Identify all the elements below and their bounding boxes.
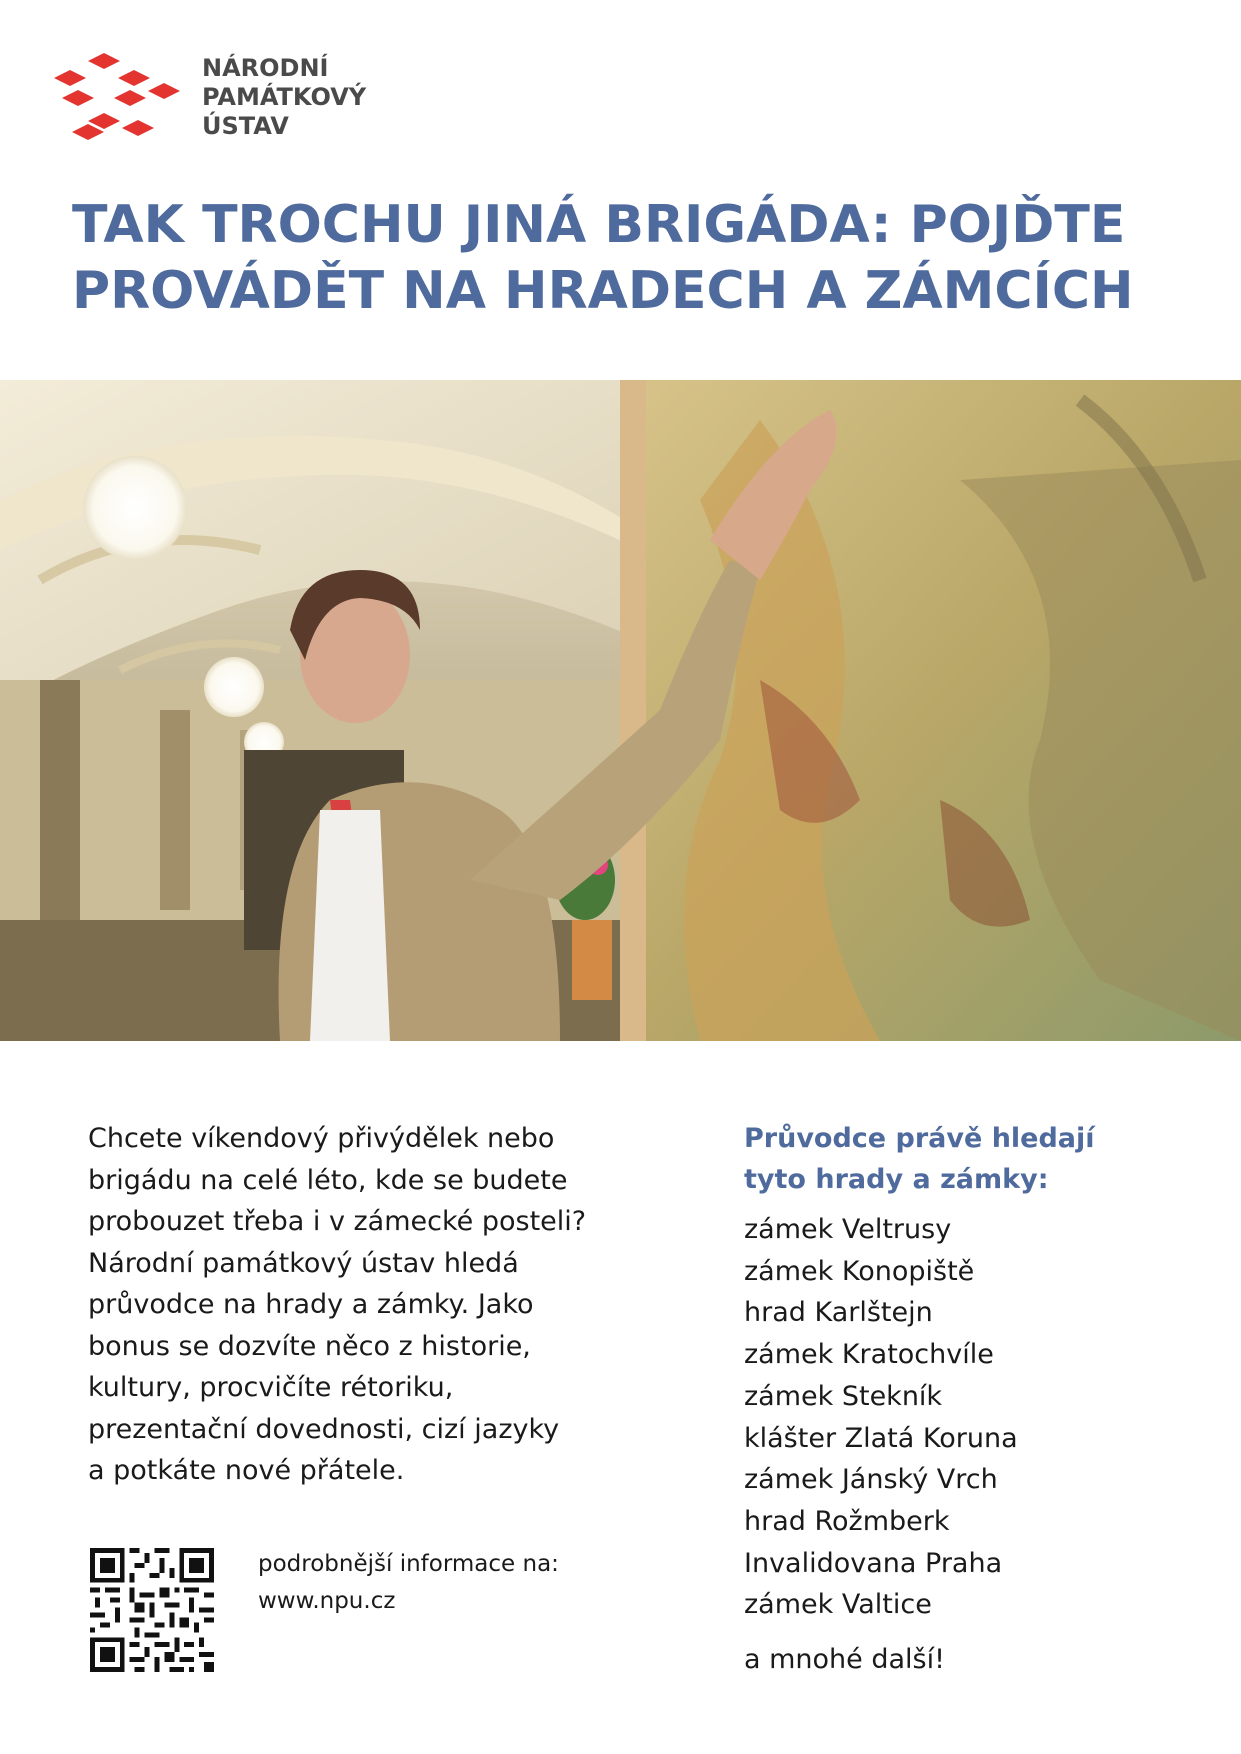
list-item: zámek Kratochvíle [744, 1339, 994, 1371]
intro-text: Chcete víkendový přivýdělek nebo brigádu na celé léto, kde se budete probouzet třeba i v zámecké posteli? Národní památkový ústav hledá průvodce na hrady a zámky. Jako bonus se dozvíte něco z historie, kultury, procvičíte rétoriku, prezentační dovednosti, cizí jazyky a potkáte nové přátele. [88, 1123, 587, 1486]
brand-name-line: NÁRODNÍ [202, 54, 329, 82]
guide-photo [0, 380, 1241, 1041]
list-item: hrad Rožmberk [744, 1505, 950, 1537]
places-heading: Průvodce právě hledají tyto hrady a zámky: [744, 1123, 1095, 1195]
page-title-line: PROVÁDĚT NA HRADECH A ZÁMCÍCH [72, 261, 1134, 321]
more-info-url[interactable]: www.npu.cz [258, 1588, 396, 1614]
qr-code-icon[interactable] [90, 1548, 214, 1672]
list-item: zámek Konopiště [744, 1255, 975, 1287]
more-info-label: podrobnější informace na: [258, 1551, 559, 1577]
brand-name-line: PAMÁTKOVÝ [202, 83, 367, 111]
list-item: klášter Zlatá Koruna [744, 1422, 1018, 1454]
more-places-text: a mnohé další! [744, 1644, 945, 1675]
page-title-line: TAK TROCHU JINÁ BRIGÁDA: POJĎTE [72, 195, 1126, 255]
list-item: zámek Valtice [744, 1589, 932, 1621]
page-title [72, 192, 1212, 324]
list-item: zámek Jánský Vrch [744, 1464, 998, 1496]
list-item: zámek Stekník [744, 1380, 943, 1412]
more-info [258, 1546, 559, 1620]
brand-name [202, 54, 366, 141]
places-list [744, 1209, 1018, 1626]
brand-name-line: ÚSTAV [202, 112, 289, 140]
list-item: hrad Karlštejn [744, 1297, 933, 1329]
npu-logo-icon [52, 52, 182, 142]
list-item: Invalidovana Praha [744, 1547, 1003, 1579]
list-item: zámek Veltrusy [744, 1214, 952, 1245]
